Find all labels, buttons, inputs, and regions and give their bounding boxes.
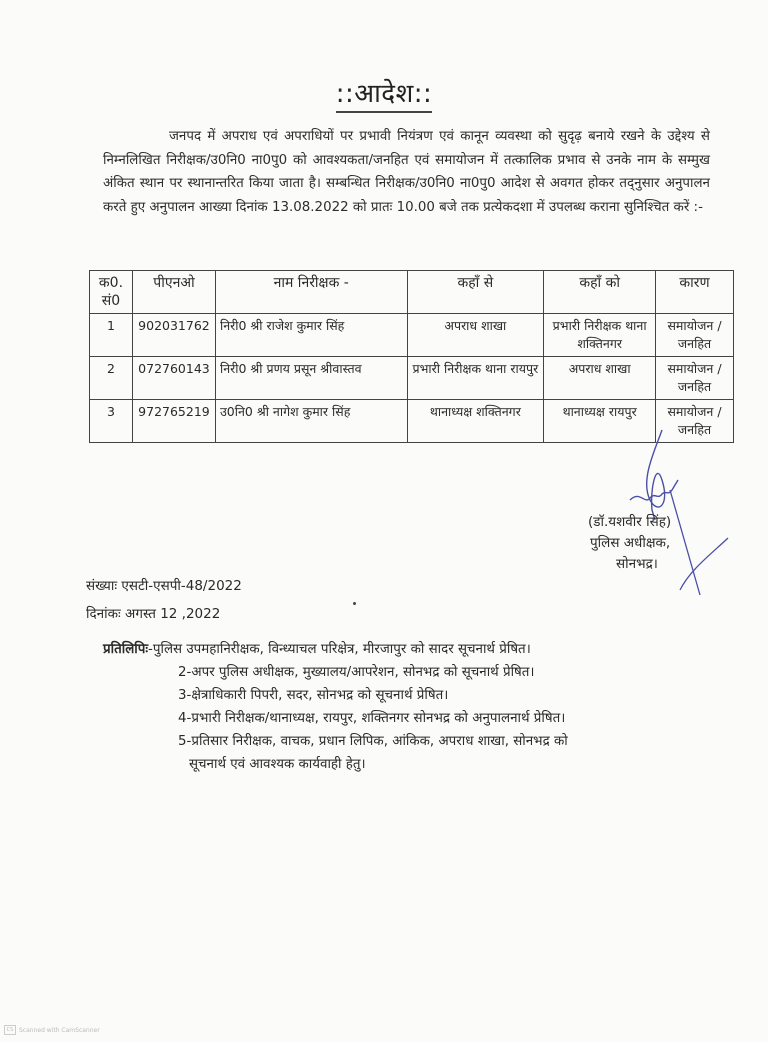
signatory-name: (डॉ.यशवीर सिंह): [588, 514, 672, 530]
cell-reason: समायोजन /जनहित: [656, 400, 734, 443]
order-paragraph-text: जनपद में अपराध एवं अपराधियों पर प्रभावी नियंत्रण एवं कानून व्यवस्था को सुदृढ़ बनाये रखने के उद्देश्य से निम्नलिखित निरीक्षक/उ0नि0 ना0पु0 को आवश्यकता/जनहित एवं समायोजन में तत्कालिक प्रभाव से उनके नाम के सम्मुख अंकित स्थान पर स्थानान्तरित किया जाता है। सम्बन्धित निरीक्षक/उ0नि0 ना0पु0 आदेश से अवगत होकर तद्नुसार अनुपालन करते हुए अनुपालन आख्या दिनांक 13.08.2022 को प्रातः 10.00 बजे तक प्रत्येकदशा में उपलब्ध कराना सुनिश्चित करें :-: [103, 129, 710, 215]
header-to: कहाँ को: [544, 271, 656, 314]
cell-name: निरी0 श्री प्रणय प्रसून श्रीवास्तव: [215, 357, 407, 400]
signatory-block: [588, 512, 671, 575]
header-pno: पीएनओ: [132, 271, 215, 314]
copy-to-block: [103, 638, 568, 776]
transfer-table: [89, 270, 734, 443]
cell-to: प्रभारी निरीक्षक थाना शक्तिनगर: [544, 314, 656, 357]
scanner-watermark: [4, 1025, 100, 1035]
order-title: [0, 74, 768, 110]
order-paragraph: [103, 125, 710, 219]
copy-item-5-continuation: सूचनार्थ एवं आवश्यक कार्यवाही हेतु।: [189, 757, 366, 772]
copy-first-text: -पुलिस उपमहानिरीक्षक, विन्ध्याचल परिक्षेत्र, मीरजापुर को सादर सूचनार्थ प्रेषित।: [148, 642, 531, 657]
header-sno: क0. सं0: [90, 271, 133, 314]
cell-sno: 3: [90, 400, 133, 443]
cell-from: थानाध्यक्ष शक्तिनगर: [407, 400, 544, 443]
cell-to: थानाध्यक्ष रायपुर: [544, 400, 656, 443]
cell-pno: 902031762: [132, 314, 215, 357]
reference-block: [86, 572, 242, 628]
copy-item-3: 3-क्षेत्राधिकारी पिपरी, सदर, सोनभद्र को सूचनार्थ प्रेषित।: [178, 688, 449, 703]
cell-name: उ0नि0 श्री नागेश कुमार सिंह: [215, 400, 407, 443]
cell-sno: 1: [90, 314, 133, 357]
cell-sno: 2: [90, 357, 133, 400]
table-row: [90, 314, 734, 357]
cell-from: प्रभारी निरीक्षक थाना रायपुर: [407, 357, 544, 400]
table-header-row: [90, 271, 734, 314]
watermark-text: Scanned with CamScanner: [19, 1026, 100, 1034]
header-from: कहाँ से: [407, 271, 544, 314]
reference-number: संख्याः एसटी-एसपी-48/2022: [86, 578, 242, 594]
cell-name: निरी0 श्री राजेश कुमार सिंह: [215, 314, 407, 357]
copy-item-4: 4-प्रभारी निरीक्षक/थानाध्यक्ष, रायपुर, शक्तिनगर सोनभद्र को अनुपालनार्थ प्रेषित।: [178, 711, 566, 726]
cell-reason: समायोजन /जनहित: [656, 314, 734, 357]
reference-date: दिनांकः अगस्त 12 ,2022: [86, 606, 221, 622]
cell-reason: समायोजन /जनहित: [656, 357, 734, 400]
cell-pno: 072760143: [132, 357, 215, 400]
cell-pno: 972765219: [132, 400, 215, 443]
copy-item-5: 5-प्रतिसार निरीक्षक, वाचक, प्रधान लिपिक, आंकिक, अपराध शाखा, सोनभद्र को: [178, 734, 568, 749]
camscanner-icon: CS: [4, 1025, 16, 1035]
copy-item-2: 2-अपर पुलिस अधीक्षक, मुख्यालय/आपरेशन, सोनभद्र को सूचनार्थ प्रेषित।: [178, 665, 535, 680]
header-reason: कारण: [656, 271, 734, 314]
stray-mark: [353, 602, 356, 605]
copy-item-1: [103, 638, 568, 661]
cell-to: अपराध शाखा: [544, 357, 656, 400]
signatory-district: सोनभद्र।: [616, 556, 658, 572]
order-title-text: ::आदेश::: [336, 79, 433, 113]
signatory-designation: पुलिस अधीक्षक,: [590, 535, 671, 551]
copy-lead-label: प्रतिलिपिः: [103, 642, 149, 657]
table-row: [90, 357, 734, 400]
cell-from: अपराध शाखा: [407, 314, 544, 357]
header-name: नाम निरीक्षक -: [215, 271, 407, 314]
